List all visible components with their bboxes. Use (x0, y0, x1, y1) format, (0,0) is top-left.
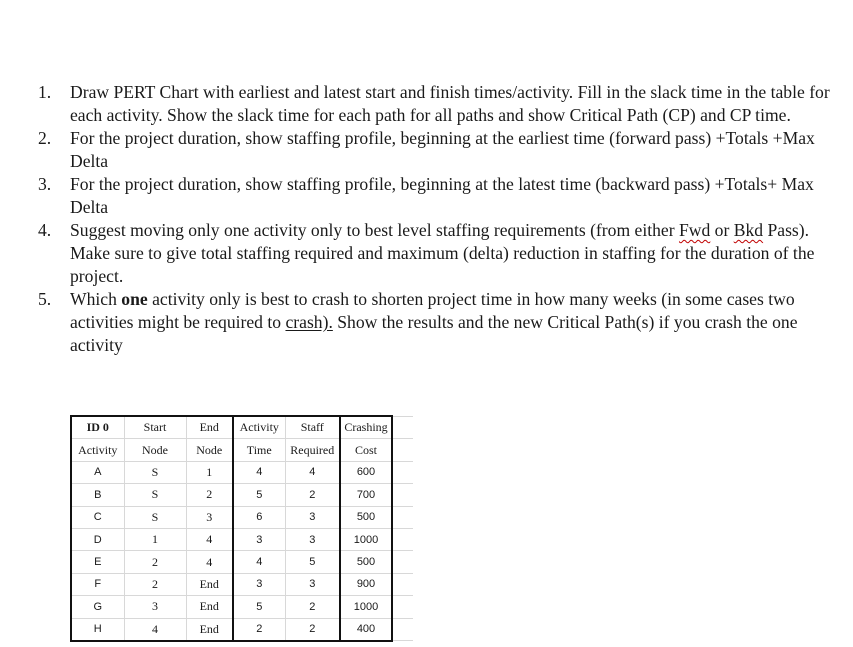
table-spare-cell (392, 573, 413, 595)
table-cell: 2 (124, 551, 186, 573)
table-cell: 5 (233, 484, 285, 506)
table-cell: 5 (285, 551, 340, 573)
table-header-cell: Cost (340, 439, 392, 461)
table-cell: End (186, 596, 233, 618)
question-text-run: For the project duration, show staffing profile, beginning at the latest time (backward pass) +Totals+ Max Delta (70, 174, 814, 217)
table-spare-cell (392, 439, 413, 461)
question-text (70, 288, 844, 357)
table-header-cell: Node (186, 439, 233, 461)
table-cell: End (186, 573, 233, 595)
table-header-cell: Crashing (340, 416, 392, 439)
question-list (38, 81, 844, 357)
table-cell: End (186, 618, 233, 641)
table-cell: 2 (124, 573, 186, 595)
question-text-run: activity only is best to crash to shorten project time in how many weeks (in some cases two activities might be required to (70, 289, 795, 332)
question-number: 5. (38, 289, 52, 309)
table-cell: 400 (340, 618, 392, 641)
table-cell: 2 (186, 484, 233, 506)
table-cell: S (124, 484, 186, 506)
question-number: 1. (38, 82, 52, 102)
table-cell: 500 (340, 551, 392, 573)
table-cell: 500 (340, 506, 392, 528)
table-cell: 3 (233, 573, 285, 595)
table-cell: 900 (340, 573, 392, 595)
table-header-cell: Required (285, 439, 340, 461)
table-cell: 3 (285, 506, 340, 528)
table-spare-cell (392, 551, 413, 573)
table-cell: 3 (124, 596, 186, 618)
table-header-cell: Start (124, 416, 186, 439)
question-text-run: Fwd (678, 220, 711, 240)
table-cell: A (71, 461, 124, 483)
table-cell: 2 (285, 618, 340, 641)
question-text (70, 219, 844, 288)
table-cell: S (124, 506, 186, 528)
table-spare-cell (392, 528, 413, 550)
question-text (70, 173, 844, 219)
table-row (71, 596, 413, 618)
table-cell: S (124, 461, 186, 483)
table-row (71, 461, 413, 483)
table-header-row (71, 416, 413, 439)
table-cell: 2 (285, 484, 340, 506)
table-cell: 600 (340, 461, 392, 483)
table-cell: 3 (186, 506, 233, 528)
table-header-cell: Staff (285, 416, 340, 439)
table-header-cell: Activity (71, 439, 124, 461)
table-cell: 4 (124, 618, 186, 641)
table-cell: 2 (233, 618, 285, 641)
table-row (71, 618, 413, 641)
table-cell: 1 (124, 528, 186, 550)
table-cell: H (71, 618, 124, 641)
question-text-run: one (121, 289, 148, 309)
question-text-run: Which (70, 289, 122, 309)
table-header-row (71, 439, 413, 461)
question-number: 4. (38, 220, 52, 240)
table-row (71, 528, 413, 550)
table-cell: 3 (233, 528, 285, 550)
question-text-run: Suggest moving only one activity only to best level staffing requirements (from either (70, 220, 679, 240)
table-row (71, 506, 413, 528)
table-cell: E (71, 551, 124, 573)
table-cell: 4 (233, 551, 285, 573)
table-row (71, 551, 413, 573)
table-spare-cell (392, 416, 413, 439)
table-cell: B (71, 484, 124, 506)
table-cell: G (71, 596, 124, 618)
table-cell: 700 (340, 484, 392, 506)
question-number: 2. (38, 128, 52, 148)
question-text-run: For the project duration, show staffing profile, beginning at the earliest time (forward pass) +Totals +Max Delta (70, 128, 815, 171)
table-row (71, 484, 413, 506)
question-item (38, 288, 844, 357)
question-text-run: or (710, 220, 734, 240)
question-item (38, 219, 844, 288)
table-cell: 1000 (340, 528, 392, 550)
activity-table-region (70, 415, 422, 637)
table-cell: 5 (233, 596, 285, 618)
question-text (70, 127, 844, 173)
table-header-cell: Time (233, 439, 285, 461)
question-text (70, 81, 844, 127)
question-text-run: Pass). Make sure to give total staffing required and maximum (delta) reduction in staffing for the duration of the project. (70, 220, 815, 286)
table-spare-cell (392, 484, 413, 506)
table-spare-cell (392, 506, 413, 528)
table-header-cell: Activity (233, 416, 285, 439)
table-cell: 4 (233, 461, 285, 483)
question-number: 3. (38, 174, 52, 194)
table-spare-cell (392, 618, 413, 641)
question-text-run: Draw PERT Chart with earliest and latest start and finish times/activity. Fill in the slack time in the table for each activity. Show the slack time for each path for all paths and show Critical Path (CP) and CP time. (70, 82, 830, 125)
table-cell: C (71, 506, 124, 528)
table-cell: F (71, 573, 124, 595)
table-header-cell: End (186, 416, 233, 439)
table-header-cell: Node (124, 439, 186, 461)
table-cell: 4 (186, 551, 233, 573)
question-text-run: crash). (285, 312, 333, 332)
table-cell: 1000 (340, 596, 392, 618)
question-text-run: Bkd (733, 220, 764, 240)
table-cell: 4 (285, 461, 340, 483)
table-cell: 3 (285, 573, 340, 595)
table-cell: D (71, 528, 124, 550)
table-cell: 1 (186, 461, 233, 483)
question-item (38, 81, 844, 127)
table-cell: 2 (285, 596, 340, 618)
table-cell: 3 (285, 528, 340, 550)
table-spare-cell (392, 596, 413, 618)
table-cell: 4 (186, 528, 233, 550)
table-cell: 6 (233, 506, 285, 528)
question-text-run: Show the results and the new Critical Path(s) if you crash the one activity (70, 312, 798, 355)
table-row (71, 573, 413, 595)
question-item (38, 173, 844, 219)
question-item (38, 127, 844, 173)
activity-table (70, 415, 413, 642)
table-header-cell: ID 0 (71, 416, 124, 439)
table-spare-cell (392, 461, 413, 483)
